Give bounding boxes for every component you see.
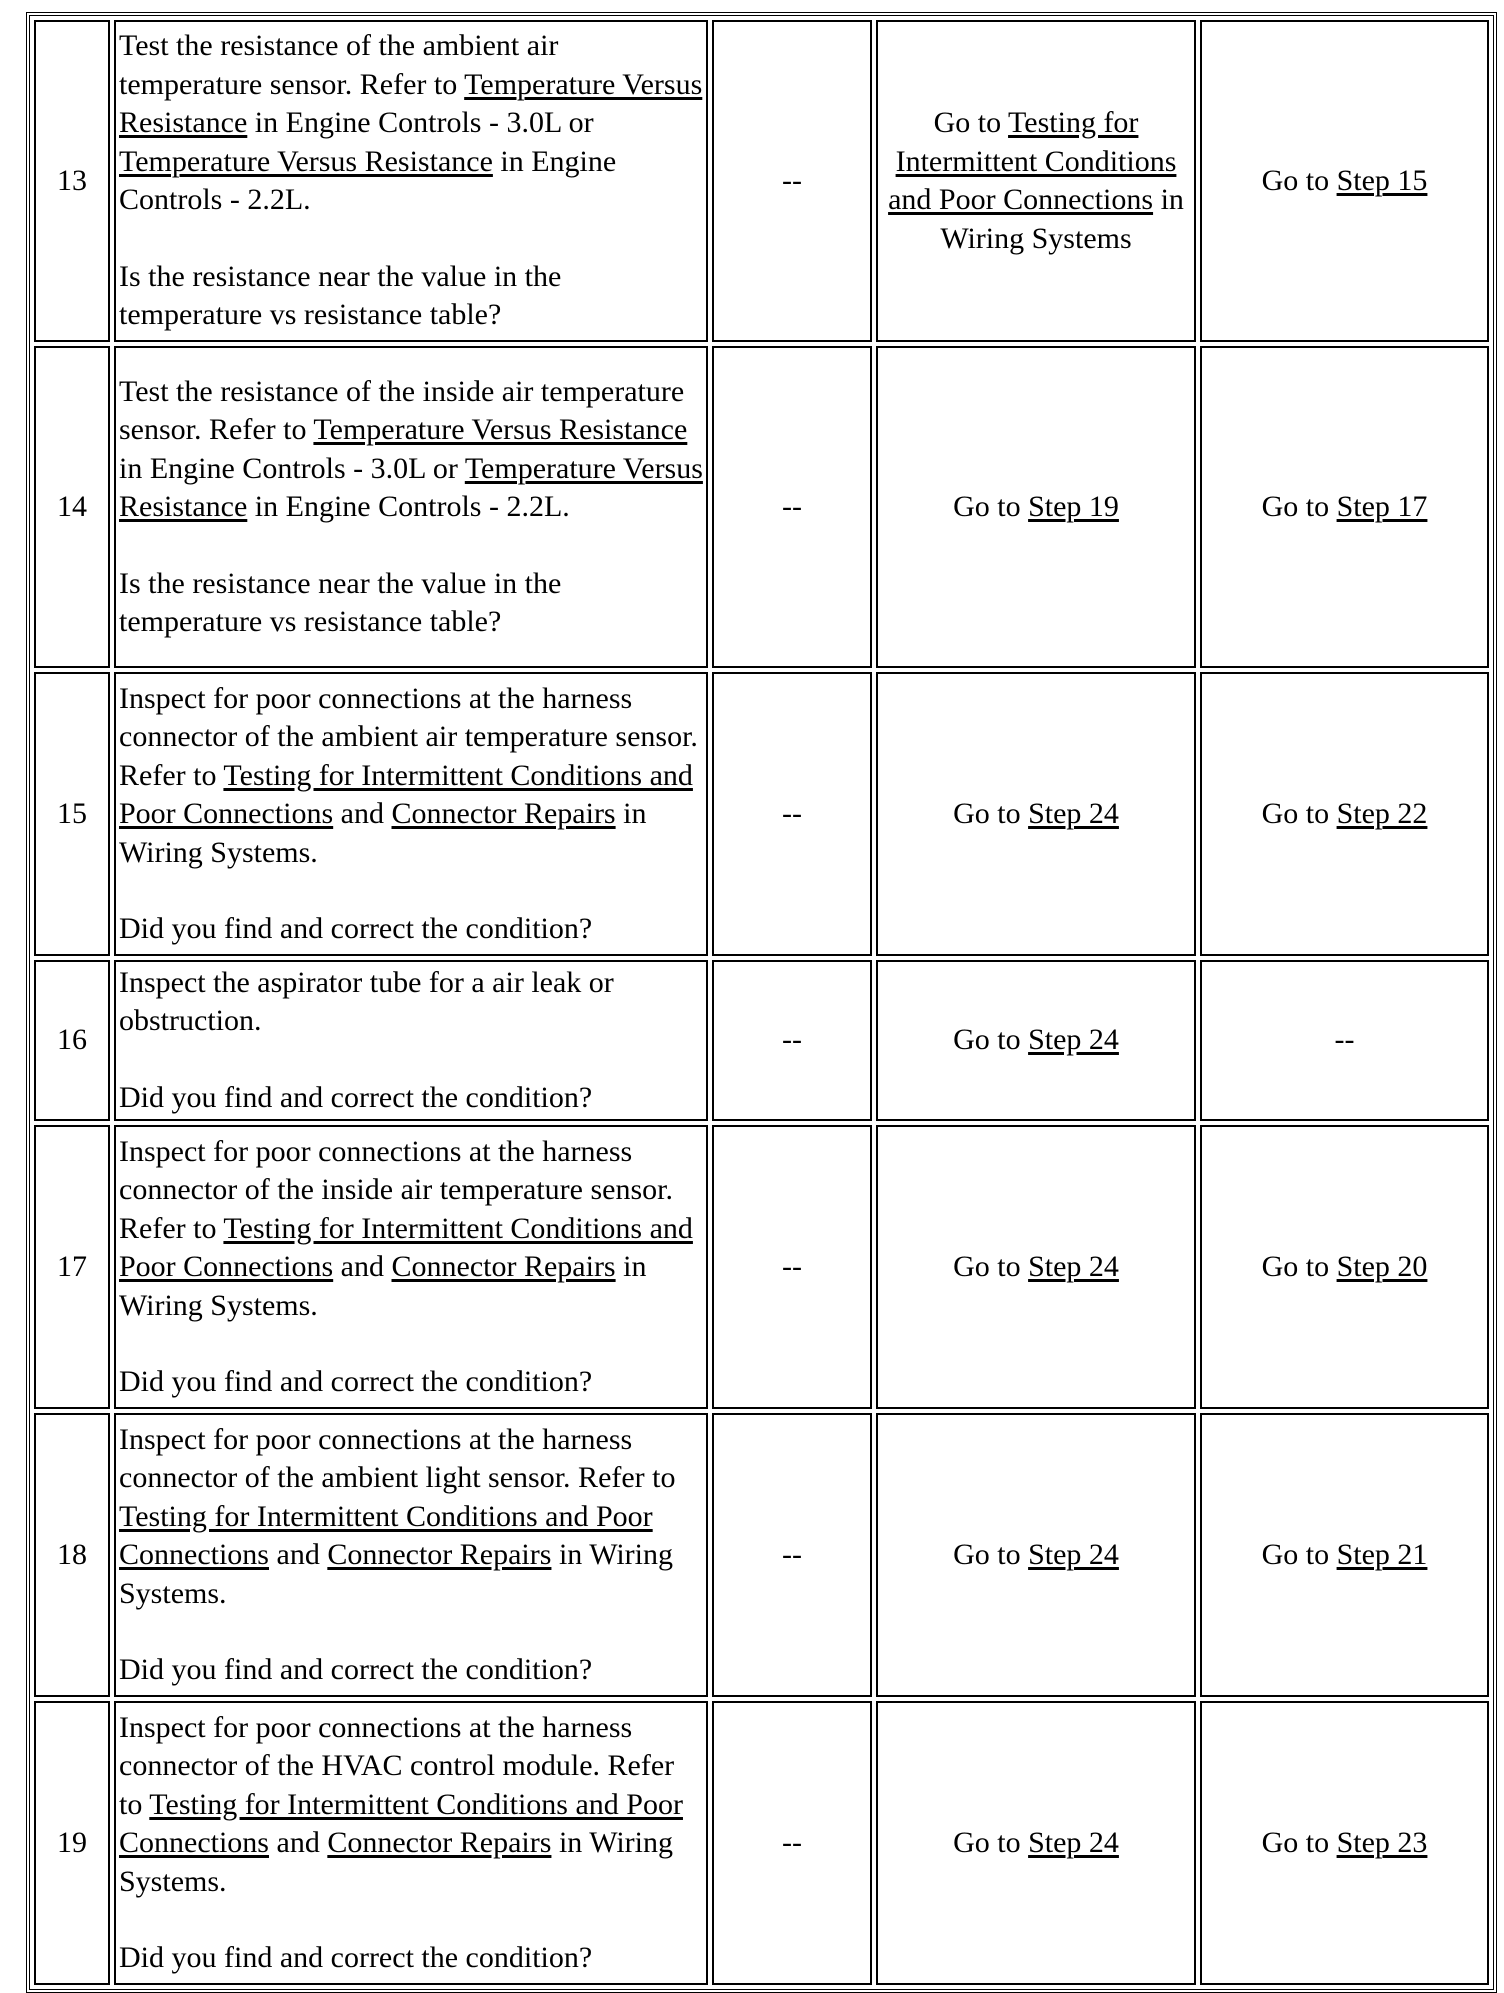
result-text-segment: Go to	[953, 1825, 1029, 1859]
step-yes-result	[876, 1701, 1196, 1985]
goto-step-link[interactable]: Step 24	[1028, 1825, 1119, 1859]
reference-link[interactable]: Temperature Versus Resistance	[119, 451, 703, 523]
step-value: --	[712, 672, 872, 956]
step-question: Is the resistance near the value in the temperature vs resistance table?	[119, 566, 562, 638]
action-text-segment: Test the resistance of the ambient air temperature sensor. Refer to	[119, 29, 559, 101]
step-no-result	[1200, 346, 1489, 668]
result-text-segment: Go to	[1261, 163, 1337, 197]
action-text-segment: in Engine Controls - 3.0L or	[119, 451, 465, 485]
step-action	[114, 1413, 708, 1697]
result-text-segment: Go to	[933, 106, 1009, 139]
action-text	[119, 29, 702, 216]
step-no-result	[1200, 1413, 1489, 1697]
reference-link[interactable]: Connector Repairs	[327, 1826, 552, 1859]
action-text-segment: in Wiring Systems.	[119, 1826, 674, 1898]
action-text-segment: Inspect for poor connections at the harness connector of the HVAC control module. Refer to	[119, 1710, 675, 1821]
action-text-segment: and	[333, 797, 392, 830]
result-text-segment: Go to	[953, 1537, 1029, 1571]
reference-link[interactable]: Temperature Versus Resistance	[119, 67, 703, 140]
action-text-segment: in Wiring Systems.	[119, 797, 647, 869]
result-text-segment: Go to	[953, 796, 1029, 830]
goto-step-link[interactable]: Step 24	[1028, 1023, 1119, 1057]
step-question: Did you find and correct the condition?	[119, 1365, 593, 1398]
action-text-segment: Inspect for poor connections at the harness connector of the ambient air temperature sensor. Refer to	[119, 681, 698, 792]
step-number: 16	[34, 960, 110, 1121]
reference-link[interactable]: Testing for Intermittent Conditions and Poor Connections	[119, 1211, 693, 1283]
step-yes-result	[876, 1125, 1196, 1409]
action-text	[119, 375, 703, 524]
step-value: --	[712, 346, 872, 668]
step-action	[114, 672, 708, 956]
action-text-segment: in Wiring Systems.	[119, 1250, 647, 1322]
step-number: 13	[34, 20, 110, 342]
action-text-segment: Inspect the aspirator tube for a air leak or obstruction.	[119, 965, 614, 1038]
reference-link[interactable]: Testing for Intermittent Conditions and Poor Connections	[119, 1499, 653, 1571]
result-text-segment: Go to	[953, 1023, 1029, 1057]
step-question: Did you find and correct the condition?	[119, 1653, 593, 1686]
reference-link[interactable]: Testing for Intermittent Conditions and Poor Connections	[119, 1787, 683, 1859]
step-yes-result	[876, 20, 1196, 342]
reference-link[interactable]: Testing for Intermittent Conditions and Poor Connections	[119, 758, 693, 830]
action-text-segment: in Engine Controls - 2.2L.	[119, 144, 617, 217]
reference-link[interactable]: Connector Repairs	[391, 797, 616, 830]
goto-step-link[interactable]: Step 17	[1336, 489, 1428, 523]
step-yes-result	[876, 672, 1196, 956]
goto-step-link[interactable]: Step 15	[1336, 163, 1428, 197]
result-text-segment: Go to	[953, 1249, 1029, 1283]
step-no-result	[1200, 960, 1489, 1121]
step-yes-result	[876, 960, 1196, 1121]
reference-link[interactable]: Testing for Intermittent Conditions and Poor Connections	[888, 106, 1177, 216]
action-text-segment: Test the resistance of the inside air temperature sensor. Refer to	[119, 374, 685, 446]
step-yes-result	[876, 1413, 1196, 1697]
goto-step-link[interactable]: Step 19	[1028, 489, 1119, 523]
step-value: --	[712, 960, 872, 1121]
step-number: 18	[34, 1413, 110, 1697]
step-number: 15	[34, 672, 110, 956]
step-row	[34, 20, 1489, 342]
result-text-segment: Go to	[1261, 1249, 1337, 1283]
action-text-segment: in Wiring Systems.	[119, 1538, 674, 1610]
step-question: Is the resistance near the value in the temperature vs resistance table?	[119, 259, 562, 332]
step-no-result	[1200, 20, 1489, 342]
result-text-segment: Go to	[953, 489, 1029, 523]
goto-step-link[interactable]: Step 20	[1336, 1249, 1428, 1283]
step-question: Did you find and correct the condition?	[119, 912, 593, 945]
step-question: Did you find and correct the condition?	[119, 1941, 593, 1974]
goto-step-link[interactable]: Step 22	[1336, 796, 1428, 830]
result-text-segment: Go to	[1261, 796, 1337, 830]
action-text-segment: Inspect for poor connections at the harness connector of the inside air temperature sensor. Refer to	[119, 1134, 673, 1245]
action-text-segment: in Engine Controls - 2.2L.	[247, 490, 570, 523]
action-text	[119, 1711, 683, 1898]
action-text	[119, 1135, 693, 1322]
action-text-segment: Inspect for poor connections at the harness connector of the ambient light sensor. Refer to	[119, 1422, 676, 1494]
result-text-segment: Go to	[1261, 489, 1337, 523]
steps-table-body	[34, 20, 1489, 1985]
goto-step-link[interactable]: Step 24	[1028, 796, 1119, 830]
goto-step-link[interactable]: Step 21	[1336, 1537, 1428, 1571]
step-action	[114, 960, 708, 1121]
step-action	[114, 20, 708, 342]
action-text-segment: in Engine Controls - 3.0L or	[247, 106, 594, 140]
step-number: 19	[34, 1701, 110, 1985]
goto-step-link[interactable]: Step 24	[1028, 1537, 1119, 1571]
step-yes-result	[876, 346, 1196, 668]
result-text-segment: in Wiring Systems	[940, 183, 1184, 255]
step-value: --	[712, 1701, 872, 1985]
step-no-result	[1200, 672, 1489, 956]
goto-step-link[interactable]: Step 24	[1028, 1249, 1119, 1283]
reference-link[interactable]: Connector Repairs	[327, 1538, 552, 1571]
step-value: --	[712, 20, 872, 342]
reference-link[interactable]: Connector Repairs	[391, 1250, 616, 1283]
step-number: 14	[34, 346, 110, 668]
step-number: 17	[34, 1125, 110, 1409]
step-row	[34, 346, 1489, 668]
diagnostic-steps-page	[26, 12, 1481, 1993]
reference-link[interactable]: Temperature Versus Resistance	[313, 413, 688, 446]
step-value: --	[712, 1125, 872, 1409]
action-text	[119, 1423, 676, 1610]
result-text-segment: Go to	[1261, 1825, 1337, 1859]
step-value: --	[712, 1413, 872, 1697]
step-row	[34, 1701, 1489, 1985]
step-no-result	[1200, 1701, 1489, 1985]
step-action	[114, 346, 708, 668]
action-text	[119, 682, 698, 869]
action-text-segment: and	[269, 1538, 328, 1571]
step-row	[34, 960, 1489, 1121]
result-text-segment: Go to	[1261, 1537, 1337, 1571]
step-question: Did you find and correct the condition?	[119, 1080, 593, 1114]
step-row	[34, 1125, 1489, 1409]
goto-step-link[interactable]: Step 23	[1336, 1825, 1428, 1859]
step-row	[34, 672, 1489, 956]
step-action	[114, 1701, 708, 1985]
action-text-segment: and	[333, 1250, 392, 1283]
step-row	[34, 1413, 1489, 1697]
reference-link[interactable]: Temperature Versus Resistance	[119, 144, 493, 178]
step-no-result	[1200, 1125, 1489, 1409]
action-text-segment: and	[269, 1826, 328, 1859]
diagnostic-steps-table	[26, 12, 1497, 1993]
result-text-segment: --	[1334, 1023, 1355, 1057]
action-text	[119, 966, 614, 1038]
step-action	[114, 1125, 708, 1409]
